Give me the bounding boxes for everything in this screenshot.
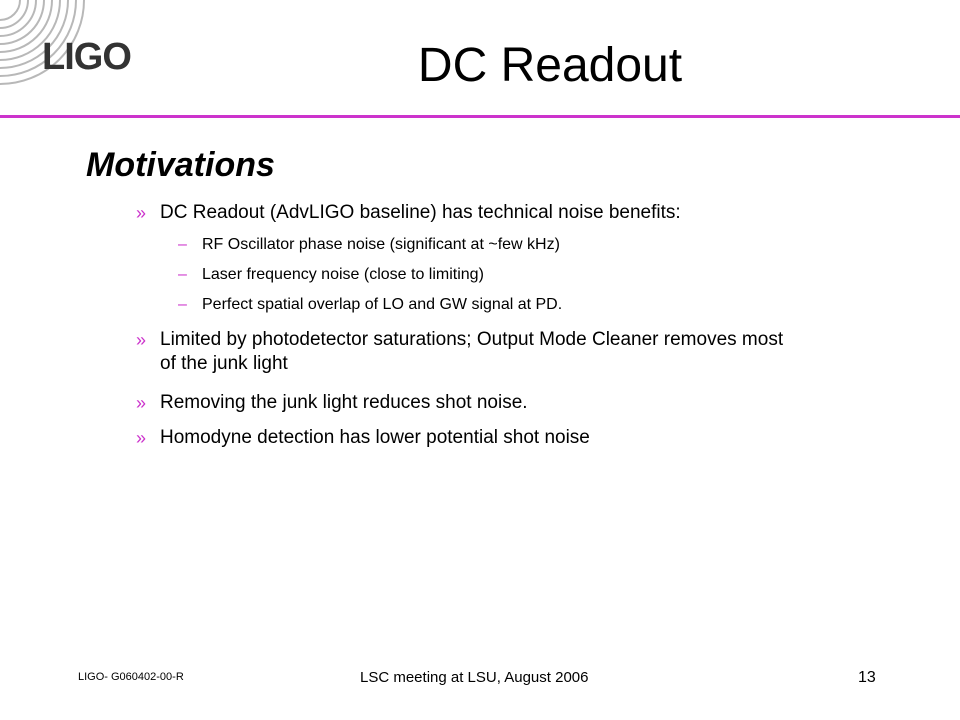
footer-meeting: LSC meeting at LSU, August 2006: [360, 669, 589, 686]
section-heading: Motivations: [86, 146, 275, 184]
sub-bullet-marker: –: [178, 296, 187, 313]
bullet-text: Limited by photodetector saturations; Output Mode Cleaner removes most of the junk light: [160, 329, 784, 374]
bullet-marker: »: [136, 393, 147, 413]
page-number: 13: [858, 669, 876, 686]
sub-bullet-text: Perfect spatial overlap of LO and GW signal at PD.: [202, 296, 563, 313]
ligo-logo: LIGO: [42, 36, 131, 78]
footer-document-id: LIGO- G060402-00-R: [78, 671, 184, 683]
sub-bullet-text: Laser frequency noise (close to limiting): [202, 266, 484, 283]
bullet-marker: »: [136, 203, 147, 223]
bullet-marker: »: [136, 330, 147, 350]
sub-bullet-marker: –: [178, 266, 187, 283]
bullet-text: DC Readout (AdvLIGO baseline) has technical noise benefits:: [160, 202, 681, 223]
bullet-marker: »: [136, 428, 147, 448]
sub-bullet-marker: –: [178, 236, 187, 253]
sub-bullet-text: RF Oscillator phase noise (significant at ~few kHz): [202, 236, 560, 253]
slide-title: DC Readout: [417, 39, 683, 92]
bullet-text: Homodyne detection has lower potential shot noise: [160, 427, 590, 448]
title-divider: [0, 115, 960, 118]
bullet-text: Removing the junk light reduces shot noise.: [160, 392, 528, 413]
